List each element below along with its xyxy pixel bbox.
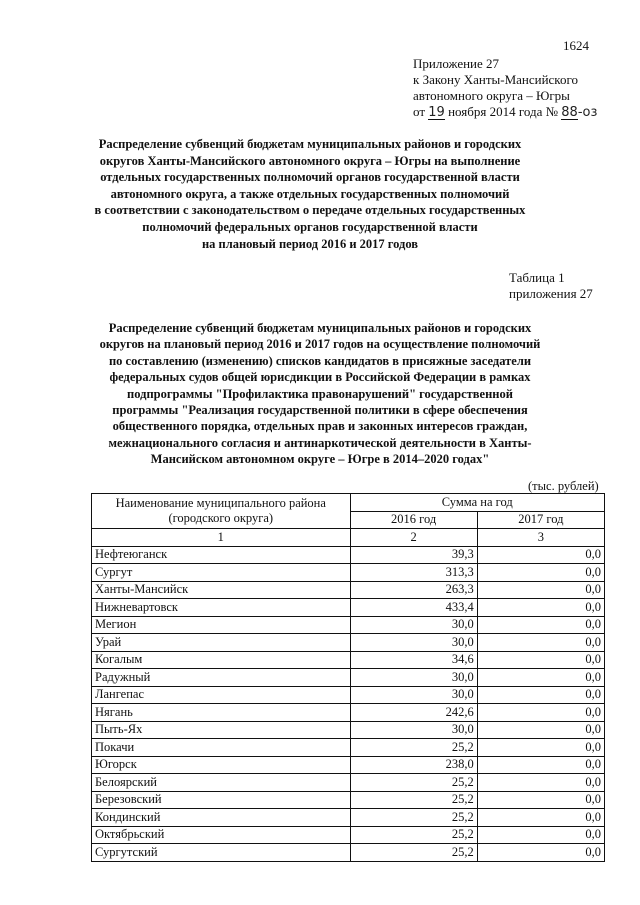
document-title (90, 136, 530, 252)
amount-2017: 0,0 (477, 564, 604, 582)
title-line: полномочий федеральных органов государственной власти (142, 219, 478, 234)
amount-2017: 0,0 (477, 774, 604, 792)
amount-2016: 25,2 (350, 791, 477, 809)
municipality-name: Покачи (92, 739, 351, 757)
column-number-row (92, 529, 605, 547)
table-reference (509, 270, 593, 302)
title-line: в соответствии с законодательством о передаче отдельных государственных (94, 203, 526, 218)
amount-2016: 30,0 (350, 616, 477, 634)
amount-2016: 313,3 (350, 564, 477, 582)
amount-2017: 0,0 (477, 704, 604, 722)
subtitle-line: Мансийском автономном округе – Югре в 2014–2020 годах" (150, 452, 490, 467)
amount-2017: 0,0 (477, 826, 604, 844)
table-row (92, 634, 605, 652)
header-2016: 2016 год (350, 511, 477, 529)
municipality-name: Лангепас (92, 686, 351, 704)
title-line: округов Ханты-Мансийского автономного округа – Югры на выполнение (99, 153, 521, 168)
subtitle-line: Распределение субвенций бюджетам муниципальных районов и городских (108, 321, 532, 335)
table-row (92, 721, 605, 739)
amount-2016: 25,2 (350, 774, 477, 792)
amount-2017: 0,0 (477, 686, 604, 704)
date-prefix: от (413, 104, 426, 119)
header-name-line-2: (городского округа) (168, 511, 274, 525)
title-line: отдельных государственных полномочий органов государственной власти (100, 170, 520, 185)
amount-2016: 30,0 (350, 686, 477, 704)
table-row (92, 651, 605, 669)
municipality-name: Нягань (92, 704, 351, 722)
table-row (92, 564, 605, 582)
header-sum: Сумма на год (350, 494, 604, 512)
appendix-block (413, 56, 597, 121)
page-number: 1624 (563, 38, 589, 53)
amount-2017: 0,0 (477, 581, 604, 599)
header-row (92, 494, 605, 512)
table-row (92, 844, 605, 862)
amount-2017: 0,0 (477, 634, 604, 652)
amount-2016: 242,6 (350, 704, 477, 722)
table-row (92, 791, 605, 809)
appendix-line-1: Приложение 27 (413, 56, 500, 71)
amount-2016: 30,0 (350, 634, 477, 652)
table-row (92, 581, 605, 599)
amount-2017: 0,0 (477, 756, 604, 774)
subtitle-line: федеральных судов общей юрисдикции в Российской Федерации в рамках (109, 370, 531, 385)
header-municipality (92, 494, 351, 529)
table-row (92, 599, 605, 617)
table-body (92, 546, 605, 861)
municipality-name: Сургутский (92, 844, 351, 862)
subtitle-line: межнационального согласия и антинаркотической деятельности в Ханты- (108, 435, 532, 450)
amount-2017: 0,0 (477, 844, 604, 862)
table-ref-line-2: приложения 27 (509, 286, 593, 301)
table-row (92, 616, 605, 634)
amount-2016: 30,0 (350, 669, 477, 687)
table-row (92, 826, 605, 844)
table-row (92, 809, 605, 827)
subtitle-line: подпрограммы "Профилактика правонарушений" государственной (127, 386, 513, 401)
municipality-name: Когалым (92, 651, 351, 669)
municipality-name: Нефтеюганск (92, 546, 351, 564)
amount-2017: 0,0 (477, 791, 604, 809)
amount-2016: 25,2 (350, 739, 477, 757)
title-line: Распределение субвенций бюджетам муниципальных районов и городских (98, 137, 522, 151)
table-row (92, 739, 605, 757)
table-row (92, 774, 605, 792)
appendix-line-2: к Закону Ханты-Мансийского (413, 72, 578, 87)
municipality-name: Октябрьский (92, 826, 351, 844)
amount-2017: 0,0 (477, 721, 604, 739)
header-2017: 2017 год (477, 511, 604, 529)
table-ref-line-1: Таблица 1 (509, 270, 565, 285)
amount-2017: 0,0 (477, 669, 604, 687)
appendix-date-line (413, 104, 597, 121)
municipality-name: Мегион (92, 616, 351, 634)
subtitle-line: программы "Реализация государственной политики в сфере обеспечения (112, 403, 528, 418)
municipality-name: Пыть-Ях (92, 721, 351, 739)
amount-2016: 433,4 (350, 599, 477, 617)
municipality-name: Березовский (92, 791, 351, 809)
amount-2016: 39,3 (350, 546, 477, 564)
amount-2017: 0,0 (477, 599, 604, 617)
municipality-name: Радужный (92, 669, 351, 687)
amount-2017: 0,0 (477, 546, 604, 564)
subtitle-line: по составлению (изменению) списков кандидатов в присяжные заседатели (108, 353, 532, 368)
table-row (92, 546, 605, 564)
amount-2016: 263,3 (350, 581, 477, 599)
amount-2016: 238,0 (350, 756, 477, 774)
title-line: автономного округа, а также отдельных государственных полномочий (110, 186, 510, 201)
subvention-table (91, 493, 605, 862)
table-row (92, 756, 605, 774)
municipality-name: Югорск (92, 756, 351, 774)
amount-2017: 0,0 (477, 739, 604, 757)
amount-2016: 25,2 (350, 826, 477, 844)
amount-2017: 0,0 (477, 616, 604, 634)
table-row (92, 704, 605, 722)
municipality-name: Белоярский (92, 774, 351, 792)
header-name-line-1: Наименование муниципального района (115, 496, 326, 510)
column-number-2: 2 (350, 529, 477, 547)
date-rest: ноября 2014 года № (448, 104, 559, 119)
date-day: 19 (428, 105, 445, 120)
municipality-name: Сургут (92, 564, 351, 582)
law-suffix: -оз (577, 105, 598, 120)
subtitle-line: округов на плановый период 2016 и 2017 годов на осуществление полномочий (99, 337, 541, 352)
amount-2017: 0,0 (477, 651, 604, 669)
subtitle-line: общественного порядка, отдельных прав и законных интересов граждан, (112, 419, 528, 434)
municipality-name: Кондинский (92, 809, 351, 827)
appendix-line-3: автономного округа – Югры (413, 88, 570, 103)
amount-2016: 34,6 (350, 651, 477, 669)
table-row (92, 669, 605, 687)
column-number-3: 3 (477, 529, 604, 547)
law-number: 88 (561, 105, 578, 120)
municipality-name: Нижневартовск (92, 599, 351, 617)
amount-2016: 30,0 (350, 721, 477, 739)
table-row (92, 686, 605, 704)
amount-2017: 0,0 (477, 809, 604, 827)
municipality-name: Ханты-Мансийск (92, 581, 351, 599)
table-title (95, 320, 545, 468)
title-line: на плановый период 2016 и 2017 годов (201, 236, 419, 251)
municipality-name: Урай (92, 634, 351, 652)
column-number-1: 1 (92, 529, 351, 547)
amount-2016: 25,2 (350, 844, 477, 862)
units-label: (тыс. рублей) (528, 479, 599, 493)
amount-2016: 25,2 (350, 809, 477, 827)
